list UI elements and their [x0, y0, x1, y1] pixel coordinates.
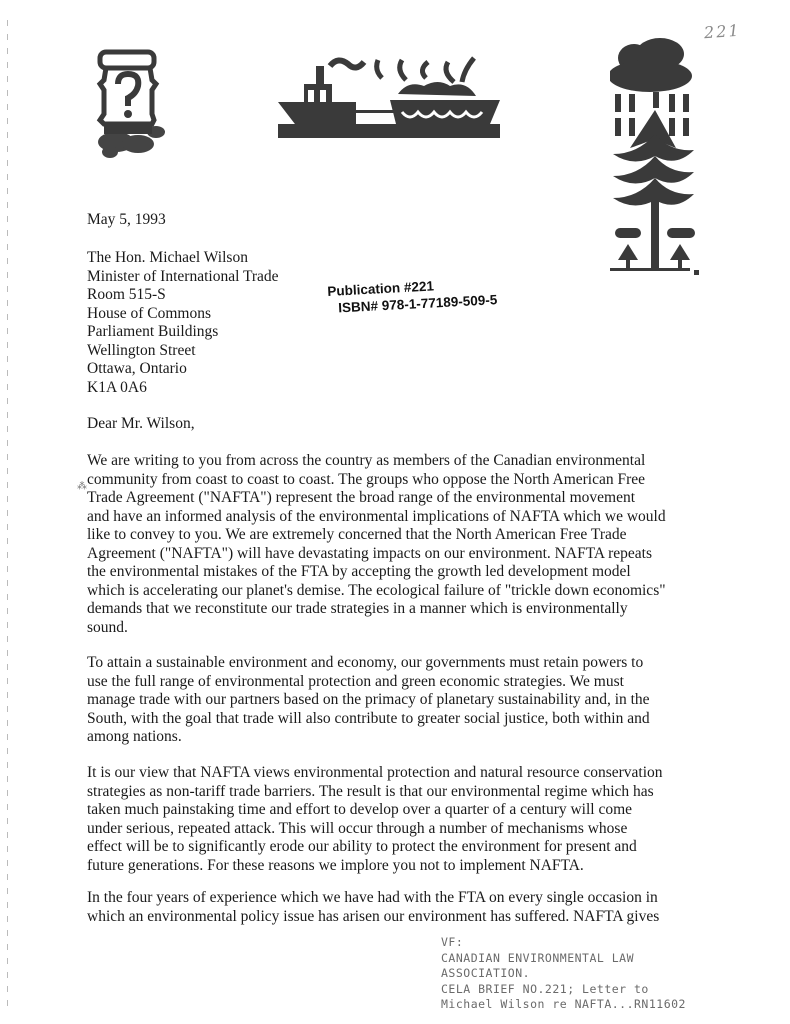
filing-line: CELA BRIEF NO.221; Letter to — [441, 981, 649, 996]
text-line: Agreement ("NAFTA") will have devastating impacts on our environment. NAFTA repeats — [87, 544, 653, 562]
address-line: Minister of International Trade — [87, 267, 279, 285]
filing-line: VF: — [441, 935, 464, 949]
address-line: The Hon. Michael Wilson — [87, 249, 248, 266]
scan-edge-artifact — [7, 20, 8, 1010]
text-line: Trade Agreement ("NAFTA") represent the broad range of the environmental movement — [87, 489, 636, 506]
text-line: effect will be to significantly erode our ability to protect the environment for present and — [87, 838, 637, 855]
text-line: under serious, repeated attack. This will occur through a number of mechanisms whose — [87, 819, 628, 837]
text-line: the environmental mistakes of the FTA by accepting the growth led development model — [87, 563, 631, 580]
text-line: future generations. For these reasons we implore you not to implement NAFTA. — [87, 856, 584, 874]
polluting-ship-icon — [278, 52, 500, 140]
handwritten-page-number: 221 — [703, 20, 742, 43]
address-line: K1A 0A6 — [87, 378, 147, 396]
text-line: South, with the goal that trade will also contribute to greater social justice, both within and — [87, 709, 650, 727]
text-line: strategies as non-tariff trade barriers. The result is that our environmental regime which has — [87, 782, 654, 800]
isbn-number: ISBN# 978-1-77189-509-5 — [337, 292, 498, 316]
text-line: which an environmental policy issue has arisen our environment has suffered. NAFTA gives — [87, 907, 660, 925]
address-line: Parliament Buildings — [87, 323, 219, 340]
paragraph-4 — [87, 889, 727, 926]
text-line: It is our view that NAFTA views environmental protection and natural resource conservation — [87, 764, 663, 781]
filing-line: Michael Wilson re NAFTA...RN11602 — [441, 997, 686, 1011]
toxic-barrel-icon — [88, 44, 168, 159]
text-line: which is accelerating our planet's demise. The ecological failure of "trickle down economics" — [87, 581, 666, 599]
paragraph-2 — [87, 654, 727, 747]
address-line: Room 515-S — [87, 286, 166, 303]
filing-line: CANADIAN ENVIRONMENTAL LAW — [441, 950, 635, 965]
letter-date: May 5, 1993 — [87, 211, 166, 228]
text-line: community from coast to coast to coast. The groups who oppose the North American Free — [87, 470, 646, 488]
text-line: among nations. — [87, 728, 182, 745]
text-line: In the four years of experience which we have had with the FTA on every single occasion in — [87, 889, 658, 906]
text-line: and have an informed analysis of the environmental implications of NAFTA which we would — [87, 507, 666, 525]
filing-label — [441, 935, 686, 1013]
margin-mark: ⁂ — [77, 481, 87, 492]
recipient-address — [87, 249, 279, 397]
filing-line: ASSOCIATION. — [441, 966, 531, 980]
publication-stamp — [327, 274, 498, 317]
text-line: sound. — [87, 618, 128, 636]
text-line: manage trade with our partners based on the primacy of planetary sustainability and, in the — [87, 691, 650, 708]
text-line: We are writing to you from across the country as members of the Canadian environmental — [87, 452, 646, 469]
text-line: To attain a sustainable environment and economy, our governments must retain powers to — [87, 654, 644, 671]
address-line: Ottawa, Ontario — [87, 360, 187, 377]
address-line: House of Commons — [87, 304, 211, 322]
rain-tree-icon — [610, 38, 700, 278]
text-line: taken much painstaking time and effort to develop over a quarter of a century will come — [87, 801, 633, 818]
address-line: Wellington Street — [87, 341, 196, 359]
salutation: Dear Mr. Wilson, — [87, 415, 195, 432]
publication-number: Publication #221 — [327, 278, 435, 299]
paragraph-1 — [87, 452, 727, 637]
paragraph-3 — [87, 764, 727, 875]
text-line: demands that we reconstitute our trade strategies in a manner which is environmentally — [87, 600, 628, 617]
text-line: use the full range of environmental protection and green economic strategies. We must — [87, 672, 624, 690]
text-line: like to convey to you. We are extremely concerned that the North American Free Trade — [87, 526, 627, 543]
